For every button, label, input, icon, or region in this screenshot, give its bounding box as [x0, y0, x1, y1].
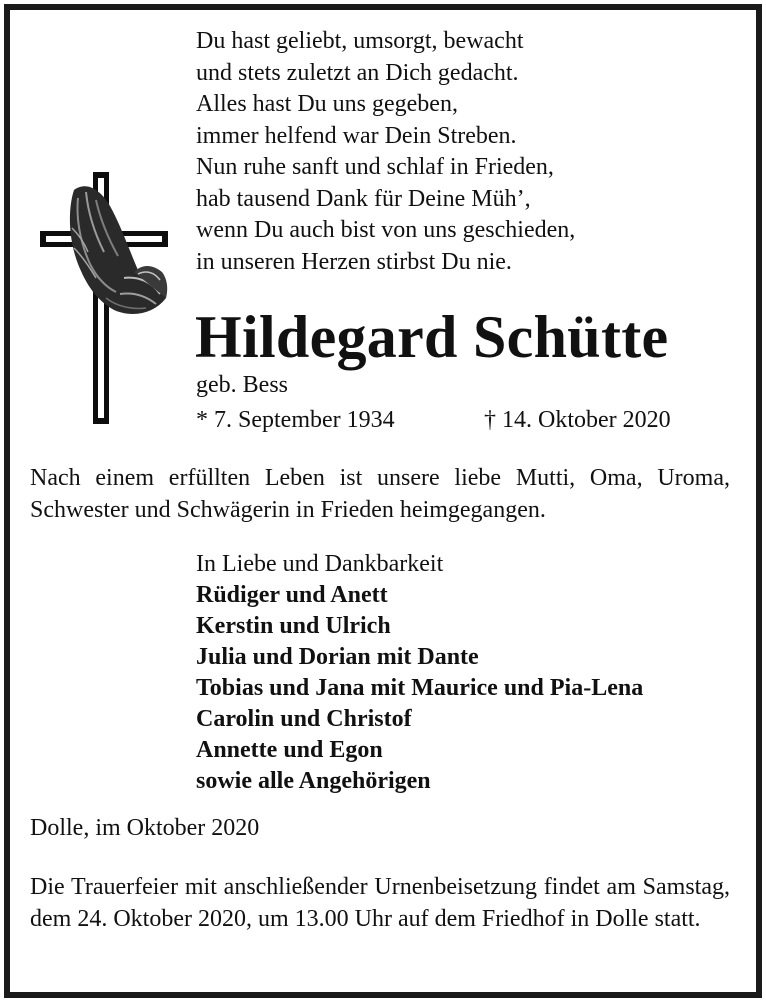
poem-line: in unseren Herzen stirbst Du nie.	[196, 248, 512, 275]
maiden-name: geb. Bess	[196, 372, 288, 398]
poem-line: Nun ruhe sanft und schlaf in Frieden,	[196, 154, 554, 180]
poem-line: wenn Du auch bist von uns geschieden,	[196, 217, 576, 243]
mourners-list	[196, 549, 643, 797]
deceased-name: Hildegard Schütte	[195, 304, 669, 370]
poem-line: Alles hast Du uns gegeben,	[196, 91, 458, 117]
cross-with-praying-hands-icon	[34, 168, 174, 428]
announcement-text: Nach einem erfüllten Leben ist unsere liebe Mutti, Oma, Uroma, Schwester und Schwägerin in Frieden heimgegangen.	[30, 465, 730, 523]
mourner-name: Annette und Egon	[196, 737, 383, 763]
mourner-name: Kerstin und Ulrich	[196, 613, 391, 639]
mourner-name: Julia und Dorian mit Dante	[196, 644, 479, 670]
place-date: Dolle, im Oktober 2020	[30, 815, 260, 841]
poem-line: und stets zuletzt an Dich gedacht.	[196, 59, 519, 86]
poem-line: hab tausend Dank für Deine Müh’,	[196, 185, 531, 212]
mourners-intro: In Liebe und Dankbarkeit	[196, 551, 444, 577]
poem-line: immer helfend war Dein Streben.	[196, 122, 517, 149]
birth-date: * 7. September 1934	[196, 407, 395, 433]
service-info: Die Trauerfeier mit anschließender Urnenbeisetzung findet am Samstag, dem 24. Oktober 2020, um 13.00 Uhr auf dem Friedhof in Dolle statt.	[30, 874, 730, 932]
mourner-name: Rüdiger und Anett	[196, 582, 388, 608]
mourner-name: sowie alle Angehörigen	[196, 768, 431, 794]
death-date: † 14. Oktober 2020	[484, 407, 671, 433]
poem-line: Du hast geliebt, umsorgt, bewacht	[196, 28, 524, 54]
mourner-name: Carolin und Christof	[196, 706, 412, 732]
poem	[196, 26, 575, 278]
mourner-name: Tobias und Jana mit Maurice und Pia-Lena	[196, 675, 644, 701]
